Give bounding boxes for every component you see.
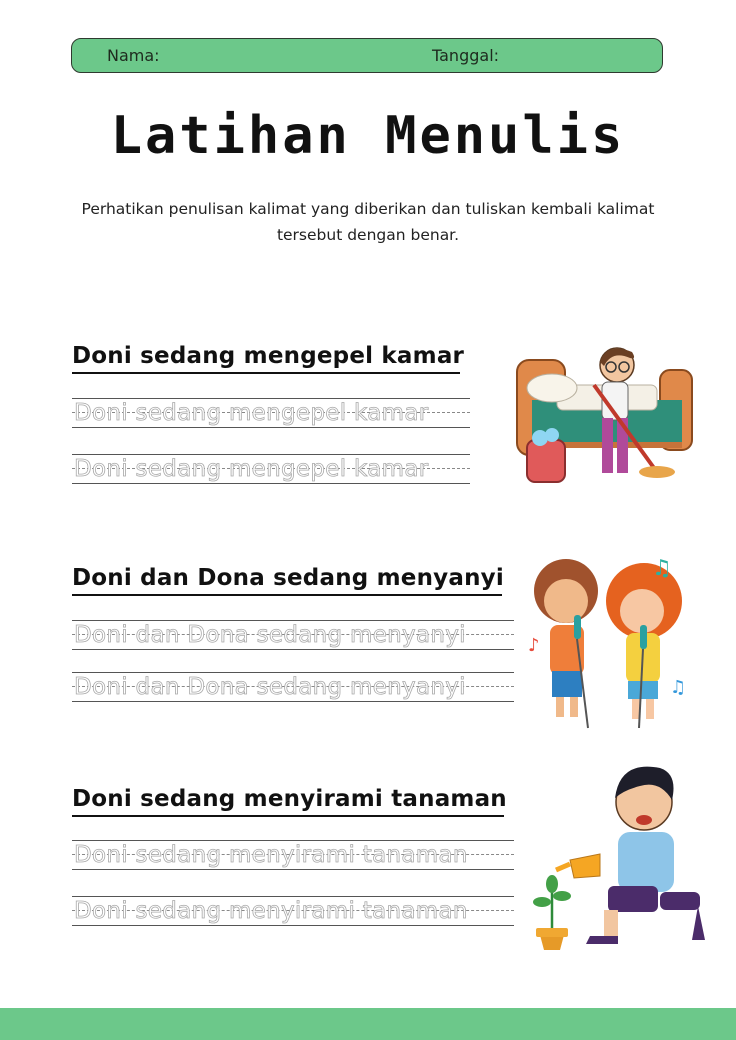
footer-bar bbox=[0, 1008, 736, 1040]
model-sentence-1: Doni sedang mengepel kamar bbox=[72, 343, 465, 369]
kids-singing-microphones-illustration bbox=[524, 553, 714, 733]
model-sentence-3: Doni sedang menyirami tanaman bbox=[72, 786, 507, 812]
tracing-line-3a[interactable] bbox=[72, 840, 514, 870]
nama-label: Nama: bbox=[107, 46, 160, 65]
model-underline bbox=[72, 594, 502, 596]
tracing-text: Doni dan Dona sedang menyanyi bbox=[74, 622, 466, 648]
svg-text:♫: ♫ bbox=[670, 677, 687, 698]
tanggal-label: Tanggal: bbox=[432, 46, 500, 65]
model-sentence-2: Doni dan Dona sedang menyanyi bbox=[72, 565, 504, 591]
model-underline bbox=[72, 372, 460, 374]
instructions-text: Perhatikan penulisan kalimat yang diberikan dan tuliskan kembali kalimat tersebut dengan benar. bbox=[81, 200, 655, 244]
tracing-line-1b[interactable] bbox=[72, 454, 470, 484]
svg-text:♫: ♫ bbox=[652, 556, 672, 581]
tracing-text: Doni sedang mengepel kamar bbox=[74, 456, 429, 482]
tracing-text: Doni sedang mengepel kamar bbox=[74, 400, 429, 426]
name-date-bar bbox=[71, 38, 663, 73]
tracing-line-2b[interactable] bbox=[72, 672, 514, 702]
tracing-line-3b[interactable] bbox=[72, 896, 514, 926]
boy-watering-plant-illustration bbox=[520, 760, 710, 955]
model-underline bbox=[72, 815, 504, 817]
tracing-text: Doni dan Dona sedang menyanyi bbox=[74, 674, 466, 700]
tracing-text: Doni sedang menyirami tanaman bbox=[74, 842, 468, 868]
tracing-line-2a[interactable] bbox=[72, 620, 514, 650]
svg-text:♪: ♪ bbox=[528, 635, 540, 656]
tracing-text: Doni sedang menyirami tanaman bbox=[74, 898, 468, 924]
page-title: Latihan Menulis bbox=[110, 106, 626, 166]
tracing-line-1a[interactable] bbox=[72, 398, 470, 428]
boy-mopping-bedroom-illustration bbox=[512, 340, 697, 490]
